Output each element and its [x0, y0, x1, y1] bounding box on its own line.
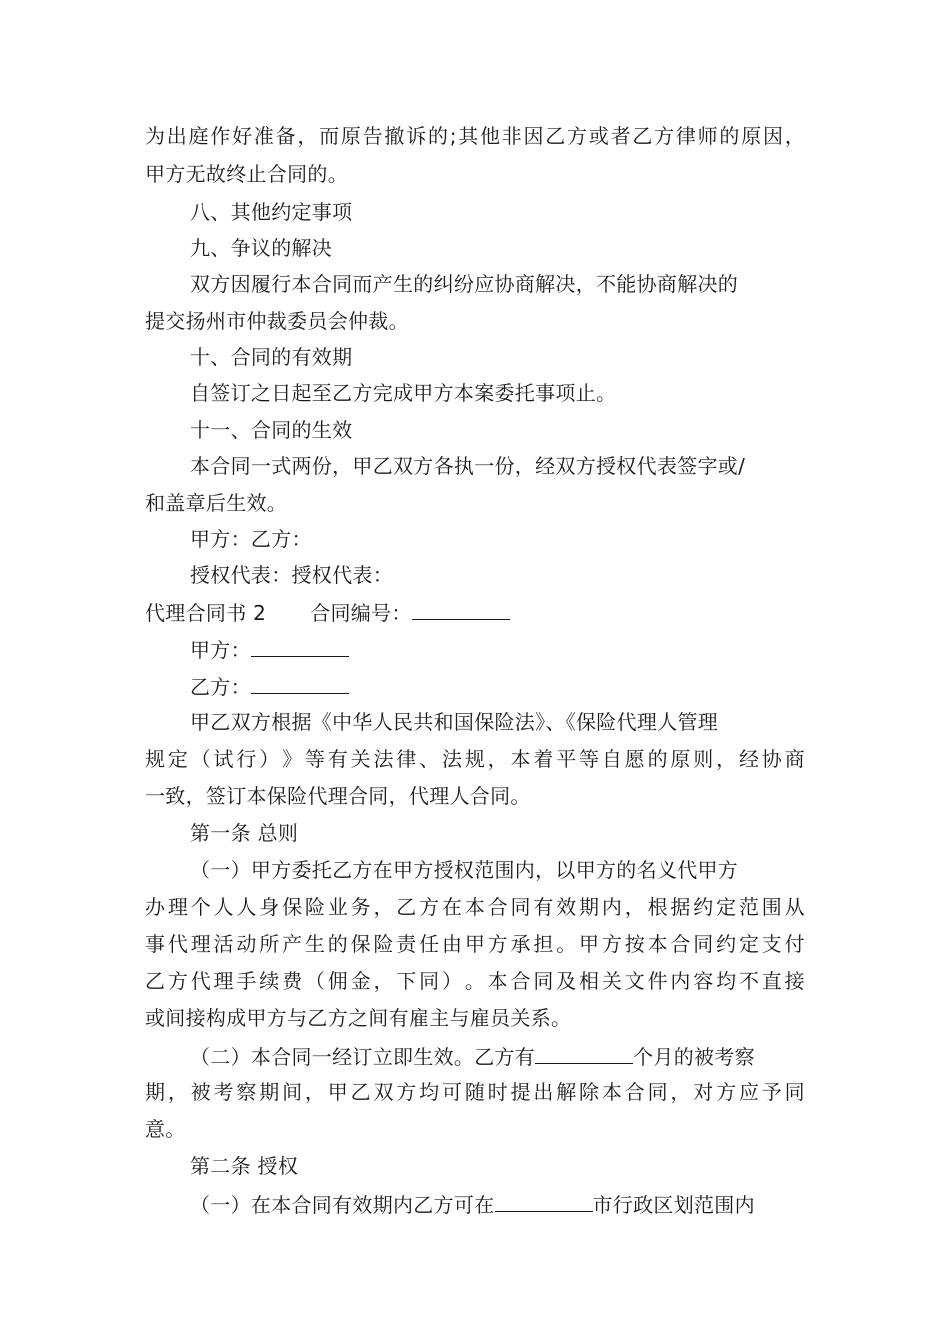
section-heading: 第一条 总则 [190, 821, 299, 845]
text-line: 办 理 个 人 人 身 保 险 业 务 ， 乙 方 在 本 合 同 有 效 期 内 ， 根 据 约 定 范 围 从 [145, 895, 805, 919]
contract-number-label: 合同编号： [310, 601, 412, 625]
region-line [190, 1191, 755, 1217]
city-blank [495, 1191, 593, 1212]
party-b-label: 乙方： [190, 675, 251, 699]
text-line: 双方因履行本合同而产生的纠纷应协商解决，不能协商解决的 [190, 272, 739, 296]
contract-title-line [145, 599, 510, 625]
text-line: 为 出 庭 作 好 准 备 ， 而 原 告 撤 诉 的 ; 其 他 非 因 乙 方 或 者 乙 方 律 师 的 原 因 ， [145, 124, 805, 148]
section-heading: 九、争议的解决 [190, 236, 333, 260]
text-line: 乙 方 代 理 手 续 费 （ 佣 金 ， 下 同 ） 。 本 合 同 及 相 关 文 件 内 容 均 不 直 接 [145, 969, 805, 993]
text-line: 自签订之日起至乙方完成甲方本案委托事项止。 [190, 381, 617, 405]
text-segment: （二）本合同一经订立即生效。乙方有 [190, 1045, 536, 1069]
text-line: 一致，签订本保险代理合同，代理人合同。 [145, 784, 531, 808]
text-segment: 个月的被考察 [633, 1045, 755, 1069]
contract-title: 代理合同书 2 [145, 601, 267, 625]
party-a-label: 甲方： [190, 638, 251, 662]
signature-line: 授权代表：授权代表： [190, 563, 393, 587]
section-heading: 十、合同的有效期 [190, 345, 353, 369]
contract-number-blank [412, 599, 510, 620]
party-b-line [190, 673, 349, 699]
text-line: 期 ， 被 考 察 期 间 ， 甲 乙 双 方 均 可 随 时 提 出 解 除 本 合 同 ， 对 方 应 予 同 [145, 1080, 805, 1104]
text-line: 事 代 理 活 动 所 产 生 的 保 险 责 任 由 甲 方 承 担 。 甲 方 按 本 合 同 约 定 支 付 [145, 932, 805, 956]
signature-line: 甲方：乙方： [190, 527, 312, 551]
party-a-line [190, 636, 349, 662]
probation-months-blank [535, 1043, 633, 1064]
text-line: 本合同一式两份，甲乙双方各执一份，经双方授权代表签字或/ [190, 454, 746, 478]
party-b-blank [251, 673, 349, 694]
text-line: 意。 [145, 1117, 186, 1141]
section-heading: 八、其他约定事项 [190, 200, 353, 224]
text-line: 甲乙双方根据《中华人民共和国保险法》、《保险代理人管理 [190, 710, 719, 734]
section-heading: 第二条 授权 [190, 1154, 299, 1178]
text-line: 和盖章后生效。 [145, 491, 288, 515]
text-line: 或间接构成甲方与乙方之间有雇主与雇员关系。 [145, 1006, 572, 1030]
text-line: 甲方无故终止合同的。 [145, 162, 348, 186]
text-line: 提交扬州市仲裁委员会仲裁。 [145, 309, 409, 333]
party-a-blank [251, 636, 349, 657]
probation-line [190, 1043, 755, 1069]
text-segment: （一）在本合同有效期内乙方可在 [190, 1193, 495, 1217]
section-heading: 十一、合同的生效 [190, 418, 353, 442]
text-segment: 市行政区划范围内 [592, 1193, 755, 1217]
text-line: 规 定 （ 试 行 ） 》 等 有 关 法 律 、 法 规 ， 本 着 平 等 自 愿 的 原 则 ， 经 协 商 [145, 747, 805, 771]
text-line: （一）甲方委托乙方在甲方授权范围内，以甲方的名义代甲方 [190, 858, 739, 882]
